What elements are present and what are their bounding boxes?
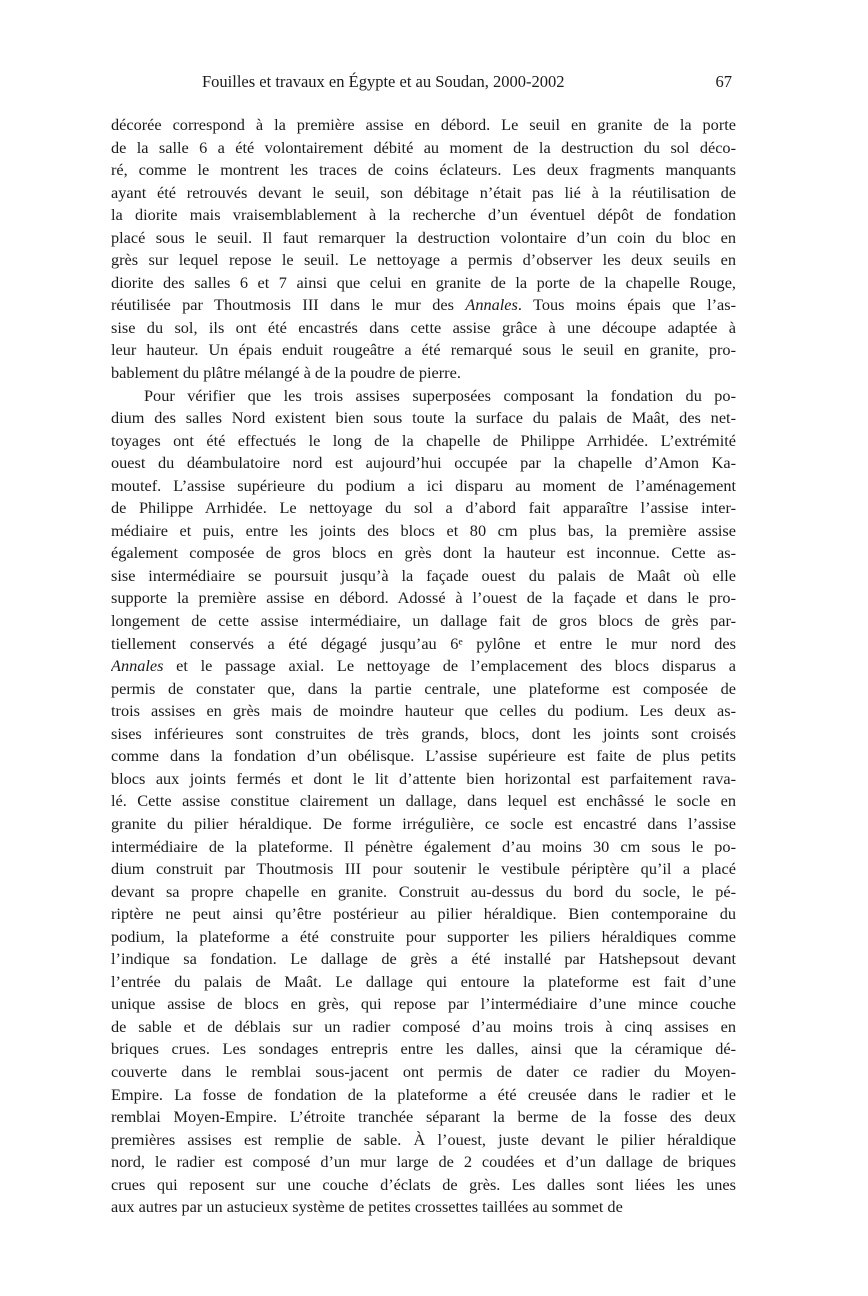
text-line: réutilisée par Thoutmosis III dans le mur des Annales. Tous moins épais que l’as-	[111, 295, 736, 315]
text-line: supporte la première assise en débord. Adossé à l’ouest de la façade et dans le pro-	[111, 588, 736, 608]
text-line: grès sur lequel repose le seuil. Le nettoyage a permis d’observer les deux seuils en	[111, 250, 736, 270]
text-line: bablement du plâtre mélangé à de la poudre de pierre.	[111, 363, 461, 383]
text-line: ré, comme le montrent les traces de coins éclateurs. Les deux fragments manquants	[111, 160, 736, 180]
paragraph	[111, 114, 736, 385]
text-line: devant sa propre chapelle en granite. Construit au-dessus du bord du socle, le pé-	[111, 881, 736, 901]
text-line: l’indique sa fondation. Le dallage de grès a été installé par Hatshepsout devant	[111, 949, 736, 969]
text-line: comme dans la fondation d’un obélisque. L’assise supérieure est faite de plus petits	[111, 746, 736, 766]
running-title: Fouilles et travaux en Égypte et au Soudan, 2000-2002	[202, 72, 565, 91]
text-line: Empire. La fosse de fondation de la plateforme a été creusée dans le radier et le	[111, 1084, 736, 1104]
text-line: granite du pilier héraldique. De forme irrégulière, ce socle est encastré dans l’assise	[111, 813, 736, 833]
text-line: leur hauteur. Un épais enduit rougeâtre a été remarqué sous le seuil en granite, pro-	[111, 340, 736, 360]
text-line: trois assises en grès mais de moindre hauteur que celles du podium. Les deux as-	[111, 701, 736, 721]
text-line: placé sous le seuil. Il faut remarquer la destruction volontaire d’un coin du bloc en	[111, 227, 736, 247]
page-number: 67	[715, 72, 732, 91]
body-text	[111, 114, 736, 1219]
text-line: premières assises est remplie de sable. À l’ouest, juste devant le pilier héraldique	[111, 1129, 736, 1149]
text-line: Annales et le passage axial. Le nettoyage de l’emplacement des blocs disparus a	[111, 656, 736, 676]
text-line: également composée de gros blocs en grès dont la hauteur est inconnue. Cette as-	[111, 543, 736, 563]
running-header	[112, 72, 742, 96]
text-line: diorite des salles 6 et 7 ainsi que celui en granite de la porte de la chapelle Rouge,	[111, 272, 736, 292]
paragraph	[111, 385, 736, 1219]
text-line: dium des salles Nord existent bien sous toute la surface du palais de Maât, des net-	[111, 408, 736, 428]
text-line: l’entrée du palais de Maât. Le dallage qui entoure la plateforme est fait d’une	[111, 971, 736, 991]
text-line: ouest du déambulatoire nord est aujourd’hui occupée par la chapelle d’Amon Ka-	[111, 453, 736, 473]
text-line: unique assise de blocs en grès, qui repose par l’intermédiaire d’une mince couche	[111, 994, 736, 1014]
text-line: nord, le radier est composé d’un mur large de 2 coudées et d’un dallage de briques	[111, 1152, 736, 1172]
text-line: toyages ont été effectués le long de la chapelle de Philippe Arrhidée. L’extrémité	[111, 430, 736, 450]
text-line: intermédiaire de la plateforme. Il pénètre également d’au moins 30 cm sous le po-	[111, 836, 736, 856]
text-line: blocs aux joints fermés et dont le lit d’attente bien horizontal est parfaitement rava-	[111, 768, 736, 788]
text-line: la diorite mais vraisemblablement à la recherche d’un éventuel dépôt de fondation	[111, 205, 736, 225]
text-line: tiellement conservés a été dégagé jusqu’au 6ᵉ pylône et entre le mur nord des	[111, 633, 736, 653]
text-line: de la salle 6 a été volontairement débité au moment de la destruction du sol déco-	[111, 137, 736, 157]
text-line: aux autres par un astucieux système de petites crossettes taillées au sommet de	[111, 1197, 623, 1217]
text-line: sises inférieures sont construites de très grands, blocs, dont les joints sont croisés	[111, 723, 736, 743]
text-line: permis de constater que, dans la partie centrale, une plateforme est composée de	[111, 678, 736, 698]
text-line: Pour vérifier que les trois assises superposées composant la fondation du po-	[144, 385, 736, 405]
text-line: dium construit par Thoutmosis III pour soutenir le vestibule périptère qu’il a placé	[111, 859, 736, 879]
text-line: remblai Moyen-Empire. L’étroite tranchée séparant la berme de la fosse des deux	[111, 1107, 736, 1127]
text-line: lé. Cette assise constitue clairement un dallage, dans lequel est enchâssé le socle en	[111, 791, 736, 811]
text-line: riptère ne peut ainsi qu’être postérieur au pilier héraldique. Bien contemporaine du	[111, 904, 736, 924]
text-line: sise du sol, ils ont été encastrés dans cette assise grâce à une découpe adaptée à	[111, 317, 736, 337]
text-line: podium, la plateforme a été construite pour supporter les piliers héraldiques comme	[111, 926, 736, 946]
text-line: couverte dans le remblai sous-jacent ont permis de dater ce radier du Moyen-	[111, 1061, 736, 1081]
text-line: sise intermédiaire se poursuit jusqu’à la façade ouest du palais de Maât où elle	[111, 565, 736, 585]
text-line: de sable et de déblais sur un radier composé d’au moins trois à cinq assises en	[111, 1016, 736, 1036]
text-line: longement de cette assise intermédiaire, un dallage fait de gros blocs de grès par-	[111, 611, 736, 631]
text-line: décorée correspond à la première assise en débord. Le seuil en granite de la porte	[111, 115, 736, 134]
text-line: moutef. L’assise supérieure du podium a ici disparu au moment de l’aménagement	[111, 475, 736, 495]
text-line: ayant été retrouvés devant le seuil, son débitage n’était pas lié à la réutilisation de	[111, 182, 736, 202]
text-line: de Philippe Arrhidée. Le nettoyage du sol a d’abord fait apparaître l’assise inter-	[111, 498, 736, 518]
text-line: briques crues. Les sondages entrepris entre les dalles, ainsi que la céramique dé-	[111, 1039, 736, 1059]
text-line: crues qui reposent sur une couche d’éclats de grès. Les dalles sont liées les unes	[111, 1174, 736, 1194]
text-line: médiaire et puis, entre les joints des blocs et 80 cm plus bas, la première assise	[111, 520, 736, 540]
